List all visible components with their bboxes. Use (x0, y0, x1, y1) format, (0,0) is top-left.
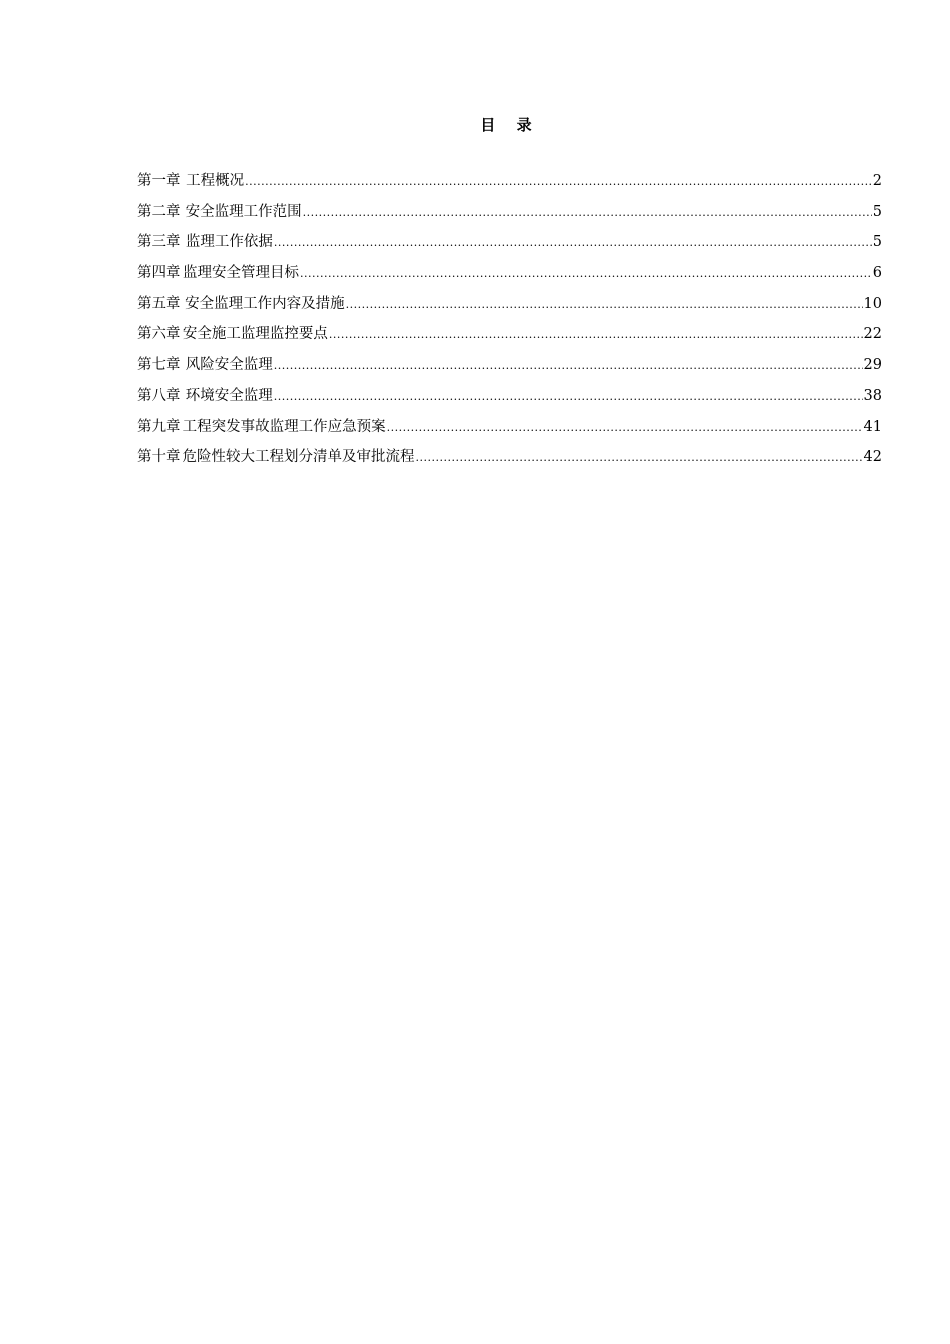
toc-dot-leader (329, 324, 863, 346)
toc-dot-leader (346, 294, 863, 316)
toc-entry[interactable] (137, 262, 882, 293)
toc-chapter-number: 第三章 (137, 234, 181, 251)
toc-page-number: 10 (863, 295, 882, 312)
toc-heading: 安全监理工作内容及措施 (185, 295, 345, 312)
toc-page-number: 42 (863, 449, 882, 466)
toc-dot-leader (274, 386, 863, 408)
toc-heading: 监理安全管理目标 (183, 265, 300, 282)
toc-chapter-number: 第二章 (137, 203, 181, 220)
toc-entry[interactable] (137, 170, 882, 201)
toc-heading: 安全监理工作范围 (185, 203, 302, 220)
toc-chapter-number: 第十章 (137, 449, 181, 466)
toc-heading: 风险安全监理 (185, 357, 273, 374)
toc-dot-leader (387, 417, 863, 439)
toc-title: 目 录 (480, 116, 540, 134)
toc-chapter-number: 第九章 (137, 418, 181, 435)
toc-dot-leader (245, 171, 872, 193)
toc-dot-leader (416, 447, 863, 469)
toc-entry[interactable] (137, 231, 882, 262)
toc-page-number: 6 (872, 265, 882, 282)
toc-chapter-number: 第八章 (137, 387, 181, 404)
toc-entry[interactable] (137, 354, 882, 385)
toc-chapter-number: 第四章 (137, 265, 181, 282)
toc-entry[interactable] (137, 385, 882, 416)
toc-page-number: 38 (863, 387, 882, 404)
toc-page-number: 2 (872, 173, 882, 189)
toc-heading: 环境安全监理 (185, 387, 273, 404)
toc-entry[interactable] (137, 323, 882, 354)
toc-dot-leader (274, 232, 872, 254)
toc-list (137, 170, 882, 477)
toc-entry[interactable] (137, 446, 882, 477)
toc-chapter-number: 第六章 (137, 326, 181, 343)
toc-heading: 危险性较大工程划分清单及审批流程 (182, 449, 415, 466)
toc-entry[interactable] (137, 416, 882, 447)
toc-page-number: 29 (863, 357, 882, 374)
toc-dot-leader (303, 202, 872, 224)
toc-chapter-number: 第七章 (137, 357, 181, 374)
toc-heading: 监理工作依据 (185, 234, 273, 251)
toc-page-number: 5 (872, 234, 882, 251)
toc-entry[interactable] (137, 293, 882, 324)
toc-entry[interactable] (137, 201, 882, 232)
toc-dot-leader (274, 355, 863, 377)
toc-chapter-number: 第五章 (137, 295, 181, 312)
toc-heading: 工程概况 (186, 173, 245, 189)
toc-dot-leader (300, 263, 872, 285)
toc-page-number: 5 (872, 203, 882, 220)
toc-chapter-number: 第一章 (137, 173, 181, 189)
toc-heading: 工程突发事故监理工作应急预案 (182, 418, 386, 435)
toc-page-number: 41 (863, 418, 882, 435)
toc-heading: 安全施工监理监控要点 (182, 326, 328, 343)
toc-page-number: 22 (863, 326, 882, 343)
